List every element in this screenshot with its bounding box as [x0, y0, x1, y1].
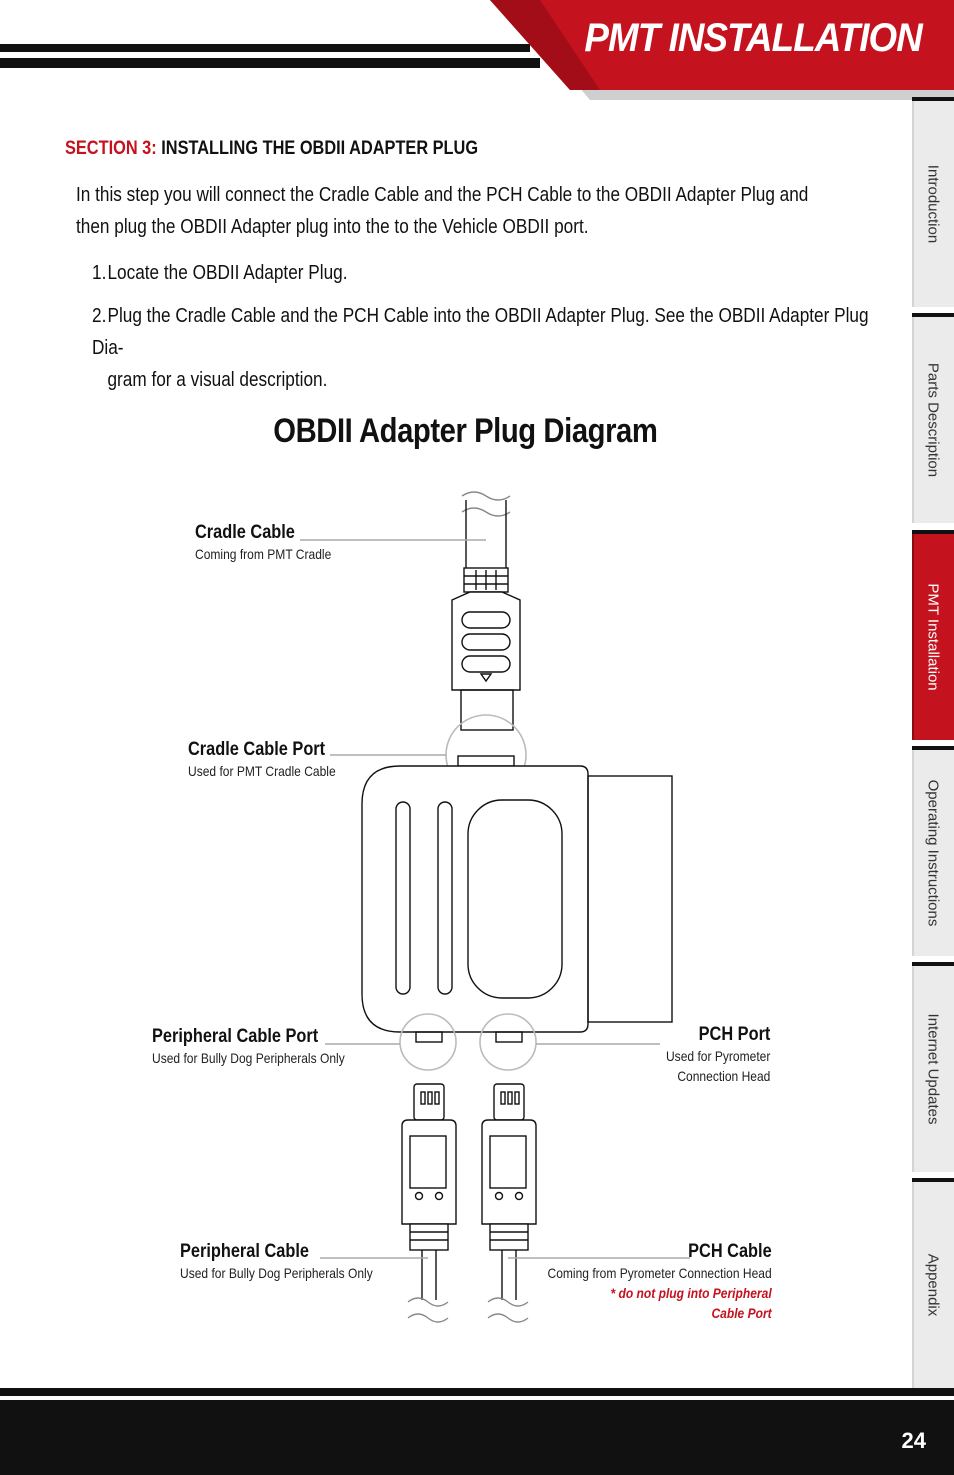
- tab-label: Parts Description: [924, 362, 942, 478]
- label-cradle-cable: Cradle Cable Coming from PMT Cradle: [195, 522, 332, 562]
- footer-divider: [0, 1396, 954, 1400]
- label-peripheral-cable: Peripheral Cable Used for Bully Dog Peripherals Only: [180, 1241, 373, 1281]
- step-text: Locate the OBDII Adapter Plug.: [107, 262, 348, 284]
- step-text-continued: gram for a visual description.: [107, 369, 328, 391]
- page-number: 24: [901, 1428, 926, 1453]
- tab-label: Operating Instructions: [924, 779, 942, 927]
- tab-label: Introduction: [924, 164, 942, 244]
- label-cradle-cable-port: Cradle Cable Port Used for PMT Cradle Cable: [188, 739, 336, 779]
- tab-label: Appendix: [924, 1253, 942, 1317]
- tab-label: PMT Installation: [924, 583, 942, 691]
- section-number: SECTION 3:: [65, 138, 157, 159]
- step-number: 1.: [92, 262, 107, 284]
- section-title: INSTALLING THE OBDII ADAPTER PLUG: [161, 138, 479, 159]
- step-text: Plug the Cradle Cable and the PCH Cable into the OBDII Adapter Plug. See the OBDII Adapter Plug Dia-: [92, 305, 869, 359]
- intro-paragraph: In this step you will connect the Cradle Cable and the PCH Cable to the OBDII Adapter Plug and then plug the OBDII Adapter plug into the to the Vehicle OBDII port.: [76, 184, 809, 238]
- tab-label: Internet Updates: [924, 1013, 942, 1125]
- label-peripheral-cable-port: Peripheral Cable Port Used for Bully Dog Peripherals Only: [152, 1026, 345, 1066]
- diagram-title: OBDII Adapter Plug Diagram: [272, 412, 658, 450]
- page-header-title: PMT INSTALLATION: [584, 16, 922, 60]
- step-number: 2.: [92, 305, 107, 327]
- label-pch-port: PCH Port Used for Pyrometer Connection Head: [665, 1024, 770, 1084]
- page-footer: [0, 1388, 954, 1475]
- label-pch-cable: PCH Cable Coming from Pyrometer Connection Head * do not plug into Peripheral Cable Port: [547, 1241, 772, 1321]
